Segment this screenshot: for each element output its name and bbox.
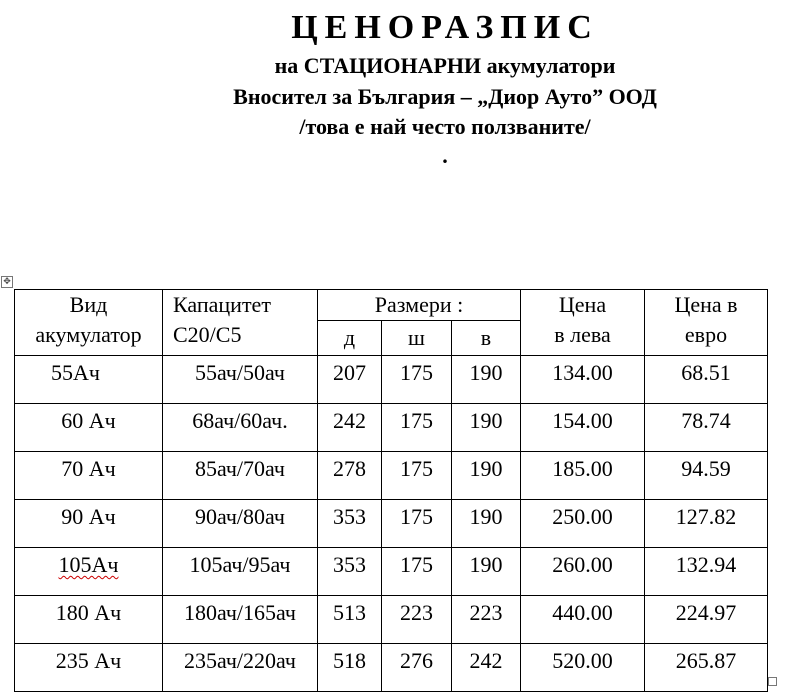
cell-eur: 68.51 bbox=[645, 356, 768, 404]
table-header-row bbox=[15, 290, 768, 321]
header-price-eur bbox=[645, 290, 768, 356]
cell-v: 190 bbox=[452, 548, 521, 596]
price-table bbox=[14, 289, 768, 692]
cell-eur: 132.94 bbox=[645, 548, 768, 596]
cell-bgn: 440.00 bbox=[521, 596, 645, 644]
cell-capacity: 85ач/70ач bbox=[163, 452, 318, 500]
cell-bgn: 250.00 bbox=[521, 500, 645, 548]
cell-d: 242 bbox=[318, 404, 382, 452]
subtitle-line-2: Вносител за България – „Диор Ауто” ООД bbox=[233, 84, 657, 109]
cell-capacity: 235ач/220ач bbox=[163, 644, 318, 692]
cell-capacity: 180ач/165ач bbox=[163, 596, 318, 644]
cell-bgn: 134.00 bbox=[521, 356, 645, 404]
table-move-icon[interactable]: ✥ bbox=[1, 276, 13, 288]
cell-d: 278 bbox=[318, 452, 382, 500]
header-price-eur-line-2: евро bbox=[684, 322, 728, 347]
header-dim-width: ш bbox=[382, 321, 452, 356]
subtitle-line-3: /това е най често ползваните/ bbox=[299, 114, 591, 139]
header-capacity-line-2: C20/C5 bbox=[173, 322, 242, 347]
cell-capacity: 105ач/95ач bbox=[163, 548, 318, 596]
cell-eur: 127.82 bbox=[645, 500, 768, 548]
cell-bgn: 520.00 bbox=[521, 644, 645, 692]
cell-v: 223 bbox=[452, 596, 521, 644]
cell-v: 190 bbox=[452, 500, 521, 548]
cell-v: 190 bbox=[452, 452, 521, 500]
header-dot: . bbox=[442, 143, 448, 168]
header-capacity bbox=[163, 290, 318, 356]
cell-d: 513 bbox=[318, 596, 382, 644]
cell-sh: 175 bbox=[382, 452, 452, 500]
cell-capacity: 55ач/50ач bbox=[163, 356, 318, 404]
header-type-line-2: акумулатор bbox=[35, 322, 142, 347]
cell-d: 353 bbox=[318, 548, 382, 596]
header-type-line-1: Вид bbox=[69, 292, 108, 317]
cell-sh: 276 bbox=[382, 644, 452, 692]
cell-d: 353 bbox=[318, 500, 382, 548]
cell-bgn: 260.00 bbox=[521, 548, 645, 596]
table-row bbox=[15, 356, 768, 404]
header-dim-length: д bbox=[318, 321, 382, 356]
document-title: ЦЕНОРАЗПИС bbox=[291, 9, 599, 46]
cell-eur: 94.59 bbox=[645, 452, 768, 500]
cell-type: 60 Ач bbox=[15, 404, 163, 452]
cell-sh: 175 bbox=[382, 356, 452, 404]
cell-capacity: 68ач/60ач. bbox=[163, 404, 318, 452]
cell-eur: 224.97 bbox=[645, 596, 768, 644]
table-row bbox=[15, 548, 768, 596]
cell-eur: 265.87 bbox=[645, 644, 768, 692]
cell-d: 207 bbox=[318, 356, 382, 404]
cell-type: 70 Ач bbox=[15, 452, 163, 500]
header-type bbox=[15, 290, 163, 356]
table-row bbox=[15, 596, 768, 644]
header-price-bgn bbox=[521, 290, 645, 356]
cell-type: 55Ач bbox=[15, 356, 163, 404]
cell-type-text: 105Ач bbox=[58, 552, 119, 577]
table-row bbox=[15, 500, 768, 548]
header-price-eur-line-1: Цена в bbox=[674, 292, 738, 317]
header-capacity-line-1: Капацитет bbox=[173, 292, 271, 317]
table-row bbox=[15, 452, 768, 500]
cell-capacity: 90ач/80ач bbox=[163, 500, 318, 548]
cell-type: 180 Ач bbox=[15, 596, 163, 644]
cell-sh: 175 bbox=[382, 500, 452, 548]
cell-type bbox=[15, 548, 163, 596]
table-resize-handle[interactable] bbox=[768, 677, 777, 686]
header-price-bgn-line-2: в лева bbox=[554, 322, 611, 347]
cell-v: 190 bbox=[452, 404, 521, 452]
header-dim-height: в bbox=[452, 321, 521, 356]
cell-type: 235 Ач bbox=[15, 644, 163, 692]
cell-sh: 223 bbox=[382, 596, 452, 644]
header-dimensions: Размери : bbox=[318, 290, 521, 321]
header-price-bgn-line-1: Цена bbox=[558, 292, 607, 317]
cell-eur: 78.74 bbox=[645, 404, 768, 452]
cell-type: 90 Ач bbox=[15, 500, 163, 548]
cell-sh: 175 bbox=[382, 548, 452, 596]
cell-sh: 175 bbox=[382, 404, 452, 452]
cell-v: 190 bbox=[452, 356, 521, 404]
cell-d: 518 bbox=[318, 644, 382, 692]
table-row bbox=[15, 404, 768, 452]
subtitle-line-1: на СТАЦИОНАРНИ акумулатори bbox=[274, 53, 616, 78]
table-row bbox=[15, 644, 768, 692]
cell-bgn: 185.00 bbox=[521, 452, 645, 500]
cell-bgn: 154.00 bbox=[521, 404, 645, 452]
cell-v: 242 bbox=[452, 644, 521, 692]
